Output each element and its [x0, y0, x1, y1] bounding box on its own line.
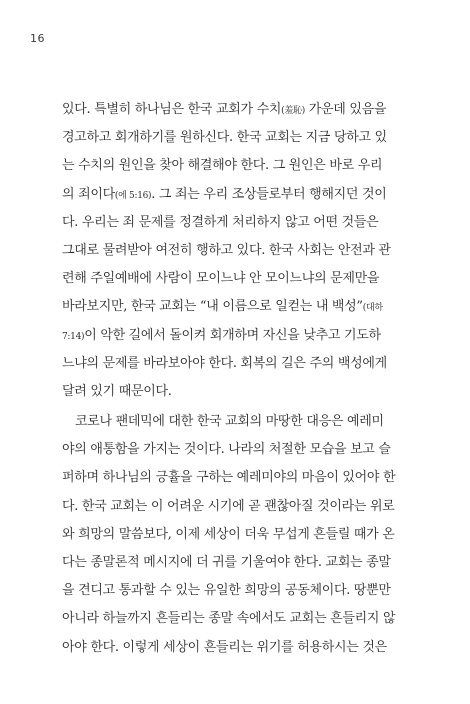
text-span: 을 견디고 통과할 수 있는 유일한 희망의 공동체이다. 땅뿐만 [62, 583, 391, 599]
text-span: 야의 애통함을 가지는 것이다. 나라의 처절한 모습을 보고 슬 [62, 442, 391, 458]
text-line [62, 436, 416, 464]
scripture-reference: 7:14) [62, 331, 85, 342]
text-line [62, 96, 416, 124]
paragraph-2 [62, 408, 416, 662]
text-line [62, 124, 416, 152]
paragraph-1 [62, 96, 416, 406]
text-span: 이 악한 길에서 돌이켜 회개하며 자신을 낮추고 기도하 [84, 327, 381, 343]
text-line [62, 605, 416, 633]
text-span: 아니라 하늘까지 흔들리는 종말 속에서도 교회는 흔들리지 않 [62, 611, 396, 627]
text-span: 다. 한국 교회는 이 어려운 시기에 곧 괜찮아질 것이라는 위로 [62, 498, 395, 514]
text-span: 는 수치의 원인을 찾아 해결해야 한다. 그 원인은 바로 우리 [62, 158, 383, 174]
page-number: 16 [30, 32, 45, 45]
text-span: 다는 종말론적 메시지에 더 귀를 기울여야 한다. 교회는 종말 [62, 555, 391, 570]
text-span: 아야 한다. 이렇게 세상이 흔들리는 위기를 허용하시는 것은 [62, 639, 387, 655]
text-span: 달려 있기 때문이다. [62, 383, 172, 399]
text-span: 다. 우리는 죄 문제를 정결하게 처리하지 않고 어떤 것들은 [62, 214, 379, 230]
text-span: . 그 죄는 우리 조상들로부터 행해지던 것이 [151, 186, 387, 202]
text-line [62, 181, 416, 209]
text-span: 가운데 있음을 [304, 102, 387, 117]
text-line [62, 634, 416, 662]
scripture-reference: (에 5:16) [114, 190, 152, 201]
text-line [62, 209, 416, 237]
text-span: 바라보지만, 한국 교회는 “내 이름으로 일컫는 내 백성” [62, 299, 363, 315]
text-line [62, 152, 416, 180]
text-line [62, 322, 416, 350]
text-span: 느냐의 문제를 바라보아야 한다. 회복의 길은 주의 백성에게 [62, 355, 387, 371]
text-line [62, 464, 416, 492]
text-line [62, 549, 416, 577]
hanja-annotation: (羞恥) [281, 106, 305, 116]
text-line [62, 378, 416, 406]
text-span: 의 죄이다 [62, 186, 115, 202]
text-line [62, 293, 416, 321]
text-line [62, 493, 416, 521]
text-span: 있다. 특별히 하나님은 한국 교회가 수치 [62, 102, 282, 117]
text-line [62, 408, 416, 436]
text-line [62, 577, 416, 605]
text-line [62, 350, 416, 378]
body-text [62, 96, 416, 662]
text-line [62, 521, 416, 549]
text-line [62, 237, 416, 265]
text-span: 코로나 팬데믹에 대한 한국 교회의 마땅한 대응은 예레미 [75, 414, 384, 430]
text-span: 퍼하며 하나님의 긍휼을 구하는 예레미야의 마음이 있어야 한 [62, 470, 396, 486]
scripture-reference: (대하 [362, 303, 383, 314]
text-span: 와 희망의 말씀보다, 이제 세상이 더욱 무섭게 흔들릴 때가 온 [62, 526, 395, 542]
text-span: 그대로 물려받아 여전히 행하고 있다. 한국 사회는 안전과 관 [62, 242, 391, 258]
text-line [62, 265, 416, 293]
text-span: 련해 주일예배에 사람이 모이느냐 안 모이느냐의 문제만을 [62, 271, 380, 287]
text-span: 경고하고 회개하기를 원하신다. 한국 교회는 지금 당하고 있 [62, 130, 387, 146]
